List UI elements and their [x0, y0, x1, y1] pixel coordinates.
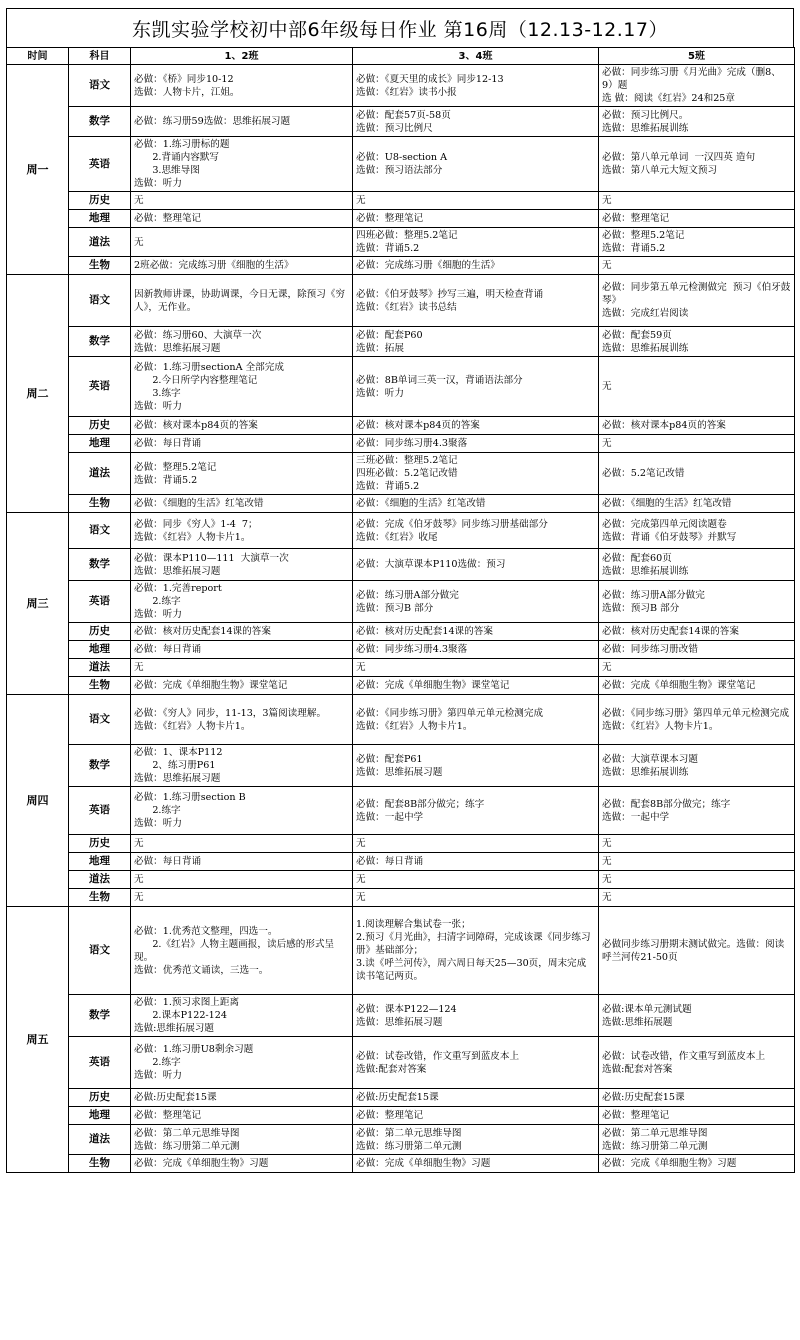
- subject-cell: 数学: [69, 995, 131, 1037]
- subject-cell: 英语: [69, 787, 131, 835]
- class-5-cell: 必做：第八单元单词 一汉四英 造句 选做：第八单元大短文预习: [599, 137, 795, 192]
- class-5-cell: 无: [599, 357, 795, 417]
- class-1-2-cell: 无: [131, 835, 353, 853]
- table-row: [7, 907, 795, 995]
- class-3-4-cell: 四班必做：整理5.2笔记 选做：背诵5.2: [353, 228, 599, 257]
- table-row: [7, 1089, 795, 1107]
- subject-cell: 地理: [69, 853, 131, 871]
- subject-cell: 英语: [69, 581, 131, 623]
- class-3-4-cell: 必做：配套P60 选做：拓展: [353, 327, 599, 357]
- class-3-4-cell: 必做：《夏天里的成长》同步12-13 选做：《红岩》读书小报: [353, 65, 599, 107]
- class-1-2-cell: 必做：整理5.2笔记 选做：背诵5.2: [131, 453, 353, 495]
- class-3-4-cell: 1.阅读理解合集试卷一张； 2.预习《月光曲》，扫清字词障碍，完成该课《同步练习册》基础部分； 3.读《呼兰河传》，周六周日每天25—30页，周末完成读书笔记两页。: [353, 907, 599, 995]
- subject-cell: 道法: [69, 453, 131, 495]
- class-5-cell: 必做：配套8B部分做完；练字 选做：一起中学: [599, 787, 795, 835]
- class-5-cell: 必做:课本单元测试题 选做:思维拓展题: [599, 995, 795, 1037]
- table-row: [7, 1125, 795, 1155]
- class-1-2-cell: 必做：核对历史配套14课的答案: [131, 623, 353, 641]
- subject-cell: 英语: [69, 357, 131, 417]
- table-row: [7, 1107, 795, 1125]
- table-row: [7, 677, 795, 695]
- table-row: [7, 453, 795, 495]
- table-row: [7, 327, 795, 357]
- class-5-cell: 无: [599, 192, 795, 210]
- class-3-4-cell: 无: [353, 871, 599, 889]
- class-5-cell: 无: [599, 889, 795, 907]
- class-1-2-cell: 必做：每日背诵: [131, 435, 353, 453]
- subject-cell: 语文: [69, 513, 131, 549]
- class-3-4-cell: 必做：8B单词三英一汉，背诵语法部分 选做：听力: [353, 357, 599, 417]
- class-3-4-cell: 必做：核对历史配套14课的答案: [353, 623, 599, 641]
- class-1-2-cell: 因新教师讲课，协助调课，今日无课，除预习《穷人》，无作业。: [131, 275, 353, 327]
- subject-cell: 数学: [69, 327, 131, 357]
- class-5-cell: 必做：完成《单细胞生物》课堂笔记: [599, 677, 795, 695]
- class-3-4-cell: 必做：核对课本p84页的答案: [353, 417, 599, 435]
- table-row: [7, 745, 795, 787]
- table-row: [7, 995, 795, 1037]
- table-row: [7, 107, 795, 137]
- class-3-4-cell: 必做：U8-section A 选做：预习语法部分: [353, 137, 599, 192]
- class-5-cell: 必做：整理5.2笔记 选做：背诵5.2: [599, 228, 795, 257]
- subject-cell: 生物: [69, 1155, 131, 1173]
- class-3-4-cell: 必做：课本P122—124 选做：思维拓展习题: [353, 995, 599, 1037]
- class-3-4-cell: 三班必做：整理5.2笔记 四班必做：5.2笔记改错 选做：背诵5.2: [353, 453, 599, 495]
- subject-cell: 道法: [69, 1125, 131, 1155]
- class-5-cell: 必做：完成第四单元阅读题卷 选做：背诵《伯牙鼓琴》并默写: [599, 513, 795, 549]
- subject-cell: 生物: [69, 257, 131, 275]
- table-row: [7, 549, 795, 581]
- class-3-4-cell: 必做：同步练习册4.3聚落: [353, 641, 599, 659]
- class-1-2-cell: 必做：核对课本p84页的答案: [131, 417, 353, 435]
- class-5-cell: 无: [599, 853, 795, 871]
- table-row: [7, 1155, 795, 1173]
- class-1-2-cell: 必做：第二单元思维导图 选做：练习册第二单元测: [131, 1125, 353, 1155]
- table-row: [7, 275, 795, 327]
- class-1-2-cell: 必做：1.练习册sectionA 全部完成 2.今日所学内容整理笔记 3.练字 选做：听力: [131, 357, 353, 417]
- class-5-cell: 必做:历史配套15课: [599, 1089, 795, 1107]
- class-1-2-cell: 必做：完成《单细胞生物》课堂笔记: [131, 677, 353, 695]
- class-5-cell: 必做：核对课本p84页的答案: [599, 417, 795, 435]
- table-row: [7, 623, 795, 641]
- class-3-4-cell: 必做：同步练习册4.3聚落: [353, 435, 599, 453]
- subject-cell: 生物: [69, 495, 131, 513]
- table-row: [7, 417, 795, 435]
- class-1-2-cell: 必做:历史配套15课: [131, 1089, 353, 1107]
- table-row: [7, 228, 795, 257]
- table-row: [7, 641, 795, 659]
- subject-cell: 地理: [69, 435, 131, 453]
- subject-cell: 语文: [69, 65, 131, 107]
- class-5-cell: 必做：配套59页 选做：思维拓展训练: [599, 327, 795, 357]
- subject-cell: 数学: [69, 549, 131, 581]
- class-3-4-cell: 无: [353, 889, 599, 907]
- table-row: [7, 435, 795, 453]
- class-3-4-cell: 必做：整理笔记: [353, 210, 599, 228]
- class-5-cell: 无: [599, 871, 795, 889]
- class-5-cell: 无: [599, 835, 795, 853]
- subject-cell: 生物: [69, 889, 131, 907]
- class-1-2-cell: 必做：1.预习求图上距离 2.课本P122-124 选做:思维拓展习题: [131, 995, 353, 1037]
- class-1-2-cell: 必做：1.练习册section B 2.练字 选做：听力: [131, 787, 353, 835]
- class-1-2-cell: 必做：整理笔记: [131, 1107, 353, 1125]
- header-class-5: 5班: [599, 48, 795, 65]
- class-3-4-cell: 无: [353, 835, 599, 853]
- subject-cell: 地理: [69, 1107, 131, 1125]
- class-1-2-cell: 2班必做：完成练习册《细胞的生活》: [131, 257, 353, 275]
- subject-cell: 地理: [69, 210, 131, 228]
- table-row: [7, 695, 795, 745]
- class-1-2-cell: 无: [131, 228, 353, 257]
- class-5-cell: 必做：《同步练习册》第四单元单元检测完成 选做：《红岩》人物卡片1。: [599, 695, 795, 745]
- header-row: [7, 48, 795, 65]
- subject-cell: 道法: [69, 228, 131, 257]
- table-row: [7, 659, 795, 677]
- class-1-2-cell: 必做：课本P110—111 大演草一次 选做：思维拓展习题: [131, 549, 353, 581]
- class-3-4-cell: 必做：练习册A部分做完 选做：预习B 部分: [353, 581, 599, 623]
- class-5-cell: 必做：试卷改错，作文重写到蓝皮本上 选做:配套对答案: [599, 1037, 795, 1089]
- homework-table: [6, 47, 795, 1173]
- class-3-4-cell: 必做：完成《单细胞生物》课堂笔记: [353, 677, 599, 695]
- class-3-4-cell: 必做:历史配套15课: [353, 1089, 599, 1107]
- table-row: [7, 495, 795, 513]
- table-row: [7, 581, 795, 623]
- page-title: 东凯实验学校初中部6年级每日作业 第16周（12.13-12.17）: [6, 8, 794, 47]
- subject-cell: 数学: [69, 107, 131, 137]
- class-5-cell: 无: [599, 659, 795, 677]
- header-time: 时间: [7, 48, 69, 65]
- class-1-2-cell: 无: [131, 659, 353, 677]
- class-1-2-cell: 必做：《穷人》同步，11-13，3篇阅读理解。 选做：《红岩》人物卡片1。: [131, 695, 353, 745]
- table-row: [7, 853, 795, 871]
- class-5-cell: 必做同步练习册期末测试做完。选做：阅读呼兰河传21-50页: [599, 907, 795, 995]
- class-1-2-cell: 必做：同步《穷人》1-4 7； 选做：《红岩》人物卡片1。: [131, 513, 353, 549]
- class-3-4-cell: 必做：完成《单细胞生物》习题: [353, 1155, 599, 1173]
- day-label: 周四: [7, 695, 69, 907]
- class-5-cell: 必做：同步第五单元检测做完 预习《伯牙鼓琴》 选做：完成红岩阅读: [599, 275, 795, 327]
- subject-cell: 道法: [69, 871, 131, 889]
- subject-cell: 历史: [69, 835, 131, 853]
- subject-cell: 历史: [69, 623, 131, 641]
- table-row: [7, 137, 795, 192]
- class-5-cell: 必做：第二单元思维导图 选做：练习册第二单元测: [599, 1125, 795, 1155]
- class-3-4-cell: 无: [353, 192, 599, 210]
- class-5-cell: 必做：完成《单细胞生物》习题: [599, 1155, 795, 1173]
- day-label: 周五: [7, 907, 69, 1173]
- table-row: [7, 192, 795, 210]
- class-3-4-cell: 必做：配套P61 选做：思维拓展习题: [353, 745, 599, 787]
- class-1-2-cell: 必做：1.完善report 2.练字 选做：听力: [131, 581, 353, 623]
- table-row: [7, 65, 795, 107]
- class-3-4-cell: 必做：配套57页-58页 选做：预习比例尺: [353, 107, 599, 137]
- table-row: [7, 513, 795, 549]
- class-3-4-cell: 必做：完成练习册《细胞的生活》: [353, 257, 599, 275]
- class-3-4-cell: 必做：《细胞的生活》红笔改错: [353, 495, 599, 513]
- class-1-2-cell: 必做：1.练习册U8剩余习题 2.练字 选做：听力: [131, 1037, 353, 1089]
- class-1-2-cell: 无: [131, 871, 353, 889]
- class-5-cell: 必做：配套60页 选做：思维拓展训练: [599, 549, 795, 581]
- class-1-2-cell: 无: [131, 192, 353, 210]
- class-5-cell: 必做：核对历史配套14课的答案: [599, 623, 795, 641]
- class-3-4-cell: 无: [353, 659, 599, 677]
- class-5-cell: 必做：整理笔记: [599, 210, 795, 228]
- class-5-cell: 必做：5.2笔记改错: [599, 453, 795, 495]
- class-3-4-cell: 必做：第二单元思维导图 选做：练习册第二单元测: [353, 1125, 599, 1155]
- class-1-2-cell: 必做：1.练习册标的题 2.背诵内容默写 3.思维导图 选做：听力: [131, 137, 353, 192]
- header-subject: 科目: [69, 48, 131, 65]
- class-3-4-cell: 必做：配套8B部分做完；练字 选做：一起中学: [353, 787, 599, 835]
- homework-body: [7, 65, 795, 1173]
- class-5-cell: 必做：大演草课本习题 选做：思维拓展训练: [599, 745, 795, 787]
- subject-cell: 历史: [69, 192, 131, 210]
- table-row: [7, 889, 795, 907]
- subject-cell: 英语: [69, 1037, 131, 1089]
- class-1-2-cell: 必做：练习册59选做：思维拓展习题: [131, 107, 353, 137]
- table-row: [7, 1037, 795, 1089]
- day-label: 周一: [7, 65, 69, 275]
- class-1-2-cell: 必做：每日背诵: [131, 853, 353, 871]
- class-5-cell: 无: [599, 257, 795, 275]
- subject-cell: 历史: [69, 417, 131, 435]
- class-3-4-cell: 必做：大演草课本P110选做：预习: [353, 549, 599, 581]
- class-1-2-cell: 必做：每日背诵: [131, 641, 353, 659]
- class-1-2-cell: 必做：《桥》同步10-12 选做：人物卡片，江姐。: [131, 65, 353, 107]
- header-class-1-2: 1、2班: [131, 48, 353, 65]
- header-class-3-4: 3、4班: [353, 48, 599, 65]
- table-row: [7, 835, 795, 853]
- subject-cell: 数学: [69, 745, 131, 787]
- class-5-cell: 必做：整理笔记: [599, 1107, 795, 1125]
- class-5-cell: 必做：同步练习册改错: [599, 641, 795, 659]
- class-1-2-cell: 无: [131, 889, 353, 907]
- class-3-4-cell: 必做：每日背诵: [353, 853, 599, 871]
- day-label: 周二: [7, 275, 69, 513]
- class-3-4-cell: 必做：试卷改错，作文重写到蓝皮本上 选做:配套对答案: [353, 1037, 599, 1089]
- class-3-4-cell: 必做：整理笔记: [353, 1107, 599, 1125]
- class-5-cell: 必做：预习比例尺。 选做：思维拓展训练: [599, 107, 795, 137]
- class-1-2-cell: 必做：练习册60、大演草一次 选做：思维拓展习题: [131, 327, 353, 357]
- class-3-4-cell: 必做：完成《伯牙鼓琴》同步练习册基础部分 选做：《红岩》收尾: [353, 513, 599, 549]
- class-5-cell: 必做：练习册A部分做完 选做：预习B 部分: [599, 581, 795, 623]
- class-3-4-cell: 必做：《伯牙鼓琴》抄写三遍，明天检查背诵 选做：《红岩》读书总结: [353, 275, 599, 327]
- class-1-2-cell: 必做：完成《单细胞生物》习题: [131, 1155, 353, 1173]
- subject-cell: 地理: [69, 641, 131, 659]
- class-1-2-cell: 必做：《细胞的生活》红笔改错: [131, 495, 353, 513]
- subject-cell: 语文: [69, 275, 131, 327]
- subject-cell: 历史: [69, 1089, 131, 1107]
- class-5-cell: 必做：《细胞的生活》红笔改错: [599, 495, 795, 513]
- table-row: [7, 787, 795, 835]
- table-row: [7, 357, 795, 417]
- class-3-4-cell: 必做：《同步练习册》第四单元单元检测完成 选做：《红岩》人物卡片1。: [353, 695, 599, 745]
- class-1-2-cell: 必做：1、课本P112 2、练习册P61 选做：思维拓展习题: [131, 745, 353, 787]
- table-row: [7, 871, 795, 889]
- subject-cell: 生物: [69, 677, 131, 695]
- subject-cell: 语文: [69, 907, 131, 995]
- class-5-cell: 无: [599, 435, 795, 453]
- table-row: [7, 210, 795, 228]
- subject-cell: 语文: [69, 695, 131, 745]
- table-row: [7, 257, 795, 275]
- day-label: 周三: [7, 513, 69, 695]
- class-5-cell: 必做：同步练习册《月光曲》完成（删8、9）题 选 做：阅读《红岩》24和25章: [599, 65, 795, 107]
- class-1-2-cell: 必做：整理笔记: [131, 210, 353, 228]
- subject-cell: 英语: [69, 137, 131, 192]
- class-1-2-cell: 必做：1.优秀范文整理，四选一。 2.《红岩》人物主题画报，读后感的形式呈现。 选做：优秀范文诵读，三选一。: [131, 907, 353, 995]
- subject-cell: 道法: [69, 659, 131, 677]
